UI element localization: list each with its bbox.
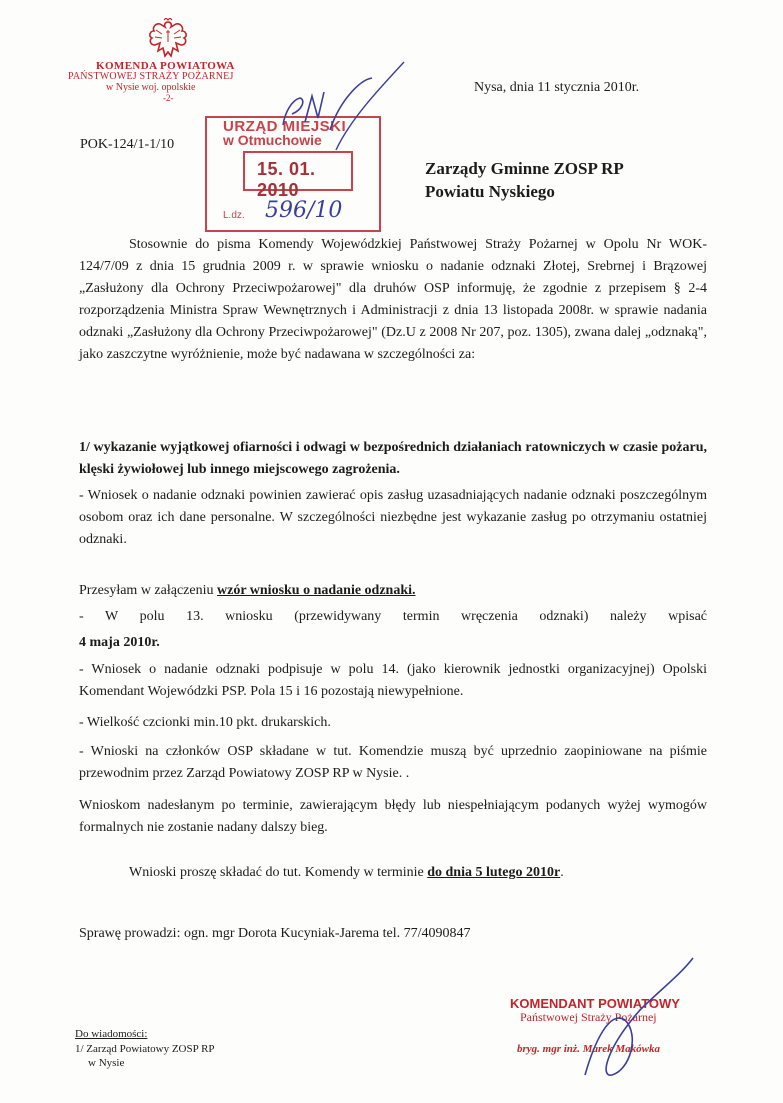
attachment-form-link: wzór wniosku o nadanie odznaki. [217,583,416,598]
signature-title: KOMENDANT POWIATOWY [510,996,680,1011]
attachment-text: Przesyłam w załączeniu [79,583,217,598]
deadline-text: Wnioski proszę składać do tut. Komendy w terminie [129,865,428,880]
paragraph-field-13: - W polu 13. wniosku (przewidywany termin wręczenia odznaki) należy wpisać [79,609,707,624]
distribution-item-location: w Nysie [88,1057,125,1069]
stamp-date: 15. 01. 2010 [257,159,316,200]
stamp-date-box [243,151,353,200]
award-date: 4 maja 2010r. [79,635,160,650]
paragraph-font-size: - Wielkość czcionki min.10 pkt. drukarskich. [79,715,331,730]
stamp-town: w Otmuchowie [223,132,322,148]
paragraph-late-applications: Wnioskom nadesłanym po terminie, zawierającym błędy lub niespełniającym podanych wyżej wymogów formalnych nie zostanie nadany dalszy bieg. [79,798,707,835]
receipt-stamp [205,116,381,232]
deadline-end: . [560,865,564,880]
paragraph-deadline [79,862,707,884]
paragraph-application-content: - Wniosek o nadanie odznaki powinien zawierać opis zasług uzasadniających nadanie odznaki poszczególnym osobom oraz ich dane personalne. W szczególności niezbędne jest wykazanie zasług po otrzymaniu ostatniej odznaki. [79,488,707,547]
deadline-date: do dnia 5 lutego 2010r [427,865,561,880]
paragraph-criteria: 1/ wykazanie wyjątkowej ofiarności i odwagi w bezpośrednich działaniach ratowniczych w czasie pożaru, klęski żywiołowej lub innego miejscowego zagrożenia. [79,440,707,477]
paragraph-field-14: - Wniosek o nadanie odznaki podpisuje w polu 14. (jako kierownik jednostki organizacyjnej) Opolski Komendant Wojewódzki PSP. Pola 15 i 16 pozostają niewypełnione. [79,662,707,699]
signature-name: bryg. mgr inż. Marek Makówka [517,1043,661,1055]
paragraph-opinion: - Wnioski na członków OSP składane w tut. Komendzie muszą być uprzednio zaopiniowane na piśmie przewodnim przez Zarząd Powiatowy ZOSP RP w Nysie. . [79,744,707,781]
eagle-emblem-icon [146,18,190,60]
stamp-log-label: L.dz. [223,210,245,221]
addressee-line-1: Zarządy Gminne ZOSP RP [425,159,624,178]
stamp-office: URZĄD MIEJSKI [223,118,347,135]
addressee-line-2: Powiatu Nyskiego [425,182,555,201]
reference-number: POK-124/1-1/10 [80,137,175,152]
signature-unit: Państwowej Straży Pożarnej [520,1010,657,1024]
org-location: w Nysie woj. opolskie [106,82,196,93]
distribution-item: 1/ Zarząd Powiatowy ZOSP RP [75,1043,215,1055]
org-name: KOMENDA POWIATOWA [96,60,235,72]
letter-date: Nysa, dnia 11 stycznia 2010r. [474,80,640,95]
org-number: -2- [163,93,174,103]
contact-person: Sprawę prowadzi: ogn. mgr Dorota Kucyniak-Jarema tel. 77/4090847 [79,926,471,941]
org-subname: PAŃSTWOWEJ STRAŻY POŻARNEJ [68,71,234,82]
paragraph-intro: Stosownie do pisma Komendy Wojewódzkiej Państwowej Straży Pożarnej w Opolu Nr WOK-124/7/09 z dnia 15 grudnia 2009 r. w sprawie wniosku o nadanie odznaki Złotej, Srebrnej i Brązowej „Zasłużony dla Ochrony Przeciwpożarowej" dla druhów OSP informuję, że zgodnie z przepisem § 2-4 rozporządzenia Ministra Spraw Wewnętrznych i Administracji z dnia 13 listopada 2008r. w sprawie nadania odznaki „Zasłużony dla Ochrony Przeciwpożarowej" (Dz.U z 2008 Nr 207, poz. 1305), zwana dalej „odznaką", jako zaszczytne wyróżnienie, może być nadawana w szczególności za: [79,237,707,362]
stamp-log-number: 596/10 [265,198,343,223]
distribution-heading: Do wiadomości: [75,1028,148,1040]
paragraph-attachment [79,580,707,602]
